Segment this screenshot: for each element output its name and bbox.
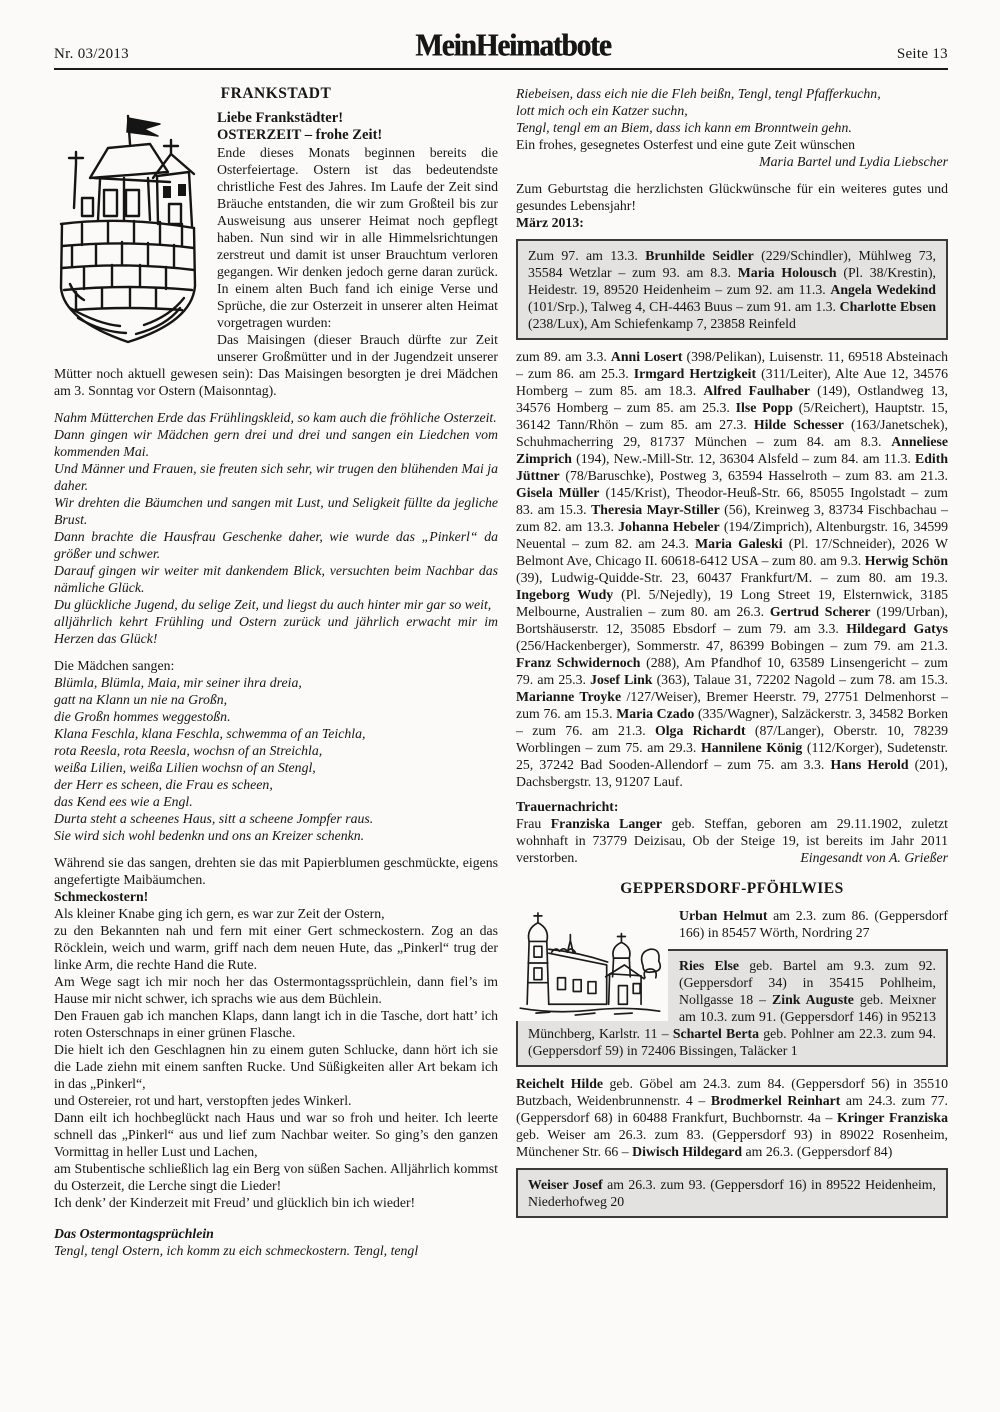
- section-title-frankstadt: FRANKSTADT: [220, 85, 332, 102]
- geppersdorf-paragraph: Reichelt Hilde geb. Göbel am 24.3. zum 84. (Geppersdorf 56) in 35510 Butzbach, Weidenbrunnenstr. 4 – Brodmerkel Reinhart am 24.3. zum 77. (Geppersdorf 68) in 60488 Frankfurt, Buchbornstr. 4a – Kringer Franziska geb. Weiser am 26.3. zum 83. (Geppersdorf 93) in 89022 Rosenheim, Münchener Str. 66 – Diwisch Hildegard am 26.3. (Geppersdorf 84): [516, 1076, 949, 1159]
- left-column: [54, 85, 498, 1259]
- page-header: [54, 30, 948, 70]
- schmeckostern-title: Schmeckostern!: [54, 889, 149, 904]
- page-number: Seite 13: [896, 46, 948, 62]
- maisingen-paragraph: Das Maisingen (dieser Brauch dürfte zur Zeit unserer Großmütter und in der Jugendzeit unserer Mütter noch aktuell gewesen sein): Das Maisingen besorgten je drei Mädchen am 3. Sonntag vor Ostern (Maisonntag).: [54, 332, 498, 398]
- spring-poem: Nahm Mütterchen Erde das Frühlingskleid, so kam auch die fröhliche Osterzeit. Dann gingen wir Mädchen gern drei und drei und sangen ein Liedchen vom kommenden Mai. Und Männer und Frauen, sie freuten sich sehr, wir trugen den blühenden Mai ja daher. Wir drehten die Bäumchen und sangen mit Lust, und Seligkeit füllte da jegliche Brust. Dann brachte die Hausfrau Geschenke daher, wie wurde das „Pinkerl“ da größer und schwer. Darauf gingen wir weiter mit dankendem Blick, versuchten beim Nachbar das nämliche Glück. Du glückliche Jugend, du selige Zeit, und liegst du auch hinter mir gar so weit, alljährlich kehrt Frühling und Ostern zurück und jährlich erwacht mir im Herzen das Glück!: [54, 410, 498, 646]
- birthday-list: zum 89. am 3.3. Anni Losert (398/Pelikan), Luisenstr. 11, 69518 Absteinach – zum 86. am 25.3. Irmgard Hertzigkeit (311/Leiter), Alte Aue 12, 34576 Homberg – zum 85. am 18.3. Alfred Faulhaber (149), Ostlandweg 13, 34576 Homberg – zum 85. am 25.3. Ilse Popp (5/Reichert), Hauptstr. 15, 36142 Tann/Rhön – zum 85. am 27.3. Hilde Schesser (163/Janetschek), Schuhmacherring 29, 81737 München – zum 84. am 8.3. Anneliese Zimprich (194), New.-Mill-Str. 12, 36304 Alsfeld – zum 84. am 11.3. Edith Jüttner (78/Baruschke), Postweg 3, 63594 Hasselroth – zum 83. am 21.3. Gisela Müller (145/Krist), Theodor-Heuß-Str. 66, 85055 Ingolstadt – zum 83. am 15.3. Theresia Mayr-Stiller (56), Kreinweg 3, 83734 Fischbachau – zum 82. am 13.3. Johanna Hebeler (194/Zimprich), Altenburgstr. 16, 34599 Neuental – zum 82. am 24.3. Maria Galeski (Pl. 17/Schneider), 2026 W Belmont Ave, Chicago II. 60618-6412 USA – zum 80. am 9.3. Herwig Schön (39), Ludwig-Quidde-Str. 23, 60437 Frankfurt/M. – zum 80. am 19.3. Ingeborg Wudy (Pl. 5/Nejedly), 19 Long Street 19, Elsternwick, 3185 Melbourne, Australien – zum 80. am 26.3. Gertrud Scherer (199/Urban), Bortshäuserstr. 12, 35085 Ebsdorf – zum 79. am 3.3. Hildegard Gatys (256/Hackenberger), Sommerstr. 47, 86399 Bobingen – zum 79. am 21.3. Franz Schwidernoch (288), Am Pfandhof 10, 63589 Linsengericht – zum 79. am 25.3. Josef Link (363), Talaue 31, 72202 Nagold – zum 78. am 15.3. Marianne Troyke /127/Weiser), Bremer Heerstr. 79, 27751 Delmenhorst – zum 76. am 15.3. Maria Czado (335/Wagner), Salzäckerstr. 3, 34582 Borken – zum 76. am 21.3. Olga Richardt (87/Langer), Oberstr. 10, 78239 Worblingen – zum 75. am 29.3. Hannilene König (112/Korger), Sudetenstr. 25, 37242 Bad Sooden-Allendorf – zum 75. am 3.3. Hans Herold (201), Dachsbergstr. 13, 91207 Lauf.: [516, 349, 949, 789]
- geppersdorf-box-1: Ries Else geb. Bartel am 9.3. zum 92. (Geppersdorf 34) in 35415 Pohlheim, Nollgasse 18 – Zink Auguste geb. Meixner am 10.3. zum 91. (Geppersdorf 146) in 95213 Münchberg, Karlstr. 11 – Schartel Berta geb. Pohlner am 22.3. zum 94. (Geppersdorf 59) in 72406 Bissingen, Taläcker 1: [516, 949, 948, 1067]
- wish-signature: Maria Bartel und Lydia Liebscher: [759, 154, 948, 169]
- easter-wish: Ein frohes, gesegnetes Osterfest und eine gute Zeit wünschen: [516, 137, 856, 152]
- dialect-poem: Blümla, Blümla, Maia, mir seiner ihra dreia, gatt na Klann un nie na Großn, die Großn hommes weggestoßn. Klana Feschla, klana Feschla, schwemma of an Teichla, rota Reesla, rota Reesla, wochsn of an Streichla, weißa Lilien, weißa Lilien wochsn of an Stengl, der Herr es scheen, die Frau es scheen, das Kend ees wie a Engl. Durta steht a scheenes Haus, sitt a scheene Jompfer raus. Sie wird sich wohl bedenkn und ons an Kreizer schenkn.: [54, 675, 374, 843]
- obituary-title: Trauernachricht:: [516, 799, 619, 814]
- geppersdorf-section: [516, 907, 948, 1218]
- masthead-title: MeinHeimatbote: [415, 28, 611, 64]
- maibaum-note: Während sie das sangen, drehten sie das mit Papierblumen geschmückte, eigens angefertigte Maibäumchen.: [54, 855, 498, 887]
- birthday-month-label: März 2013:: [516, 215, 584, 230]
- birthday-intro: Zum Geburtstag die herzlichsten Glückwünsche für ein weiteres gutes und gesundes Lebensjahr!: [516, 181, 948, 213]
- geppersdorf-urban-entry: Urban Helmut am 2.3. zum 86. (Geppersdorf 166) in 85457 Wörth, Nordring 27: [679, 908, 948, 940]
- castle-crest-illustration: [54, 112, 204, 350]
- obituary-signature: Eingesandt von A. Grießer: [800, 850, 948, 865]
- obituary-text: Frau Franziska Langer geb. Steffan, geboren am 29.11.1902, zuletzt wohnhaft in 73779 Deizisau, Ob der Steige 19, ist bereits im Jahr 2011 verstorben.: [516, 816, 948, 865]
- two-column-layout: [54, 85, 948, 1259]
- right-column: [516, 85, 948, 1259]
- greeting-line: Liebe Frankstädter!: [217, 110, 344, 126]
- issue-number: Nr. 03/2013: [54, 46, 129, 62]
- headline-osterzeit: OSTERZEIT – frohe Zeit!: [217, 127, 383, 143]
- section-title-geppersdorf: GEPPERSDORF-PFÖHLWIES: [620, 880, 844, 897]
- spruechlein-first-line: Tengl, tengl Ostern, ich komm zu eich schmeckostern. Tengl, tengl: [54, 1243, 419, 1258]
- intro-paragraph: Ende dieses Monats beginnen bereits die Osterfeiertage. Ostern ist das bedeutendste christliche Fest des Jahres. Im Laufe der Zeit sind Bräuche entstanden, die wir zum Großteil bis zur Ausweisung aus unserer Heimat noch gepflegt haben. Nun sind wir in alle Himmelsrichtungen zerstreut und damit ist unser Brauchtum verloren gegangen. Wir denken jedoch gerne daran zurück. In einem alten Buch fand ich einige Verse und Sprüche, die zur Osterzeit in unserer alten Heimat vorgetragen wurden:: [217, 145, 498, 330]
- spruechlein-title: Das Ostermontagsprüchlein: [54, 1226, 214, 1241]
- church-illustration: [516, 907, 668, 1021]
- maedchen-label: Die Mädchen sangen:: [54, 658, 175, 673]
- schmeckostern-verse: Als kleiner Knabe ging ich gern, es war zur Zeit der Ostern, zu den Bekannten nah und fern mit einer Gert schmeckostern. Zog an das Röcklein, weich und warm, griff nach dem neuen Hute, das „Pinkerl“ trug der linke Arm, die rechte Hand die Rute. Am Wege sagt ich mir noch her das Ostermontagssprüchlein, dann fiel’s im Hause mir nicht schwer, ich sprachs wie aus dem Büchlein. Den Frauen gab ich manchen Klaps, dann langt ich in die Tasche, dort hatt’ ich roten Osterschnaps in einer grünen Flasche. Die hielt ich den Geschlagnen hin zu einem guten Schlucke, dann hört ich sie die Lade ziehn mit einem sanften Rucke. Und Süßigkeiten aller Art bekam ich in das „Pinkerl“, und Ostereier, rot und hart, verstopften jedes Winkerl. Dann eilt ich hochbeglückt nach Haus und war so froh und heiter. Ich leerte schnell das „Pinkerl“ aus und lief zum Nachbar weiter. So ging’s den ganzen Vormittag in heller Lust und Lachen, am Stubentische schließlich lag ein Berg von süßen Sachen. Alljährlich kommst du Osterzeit, die Lerche singt die Lieder! Ich denk’ der Kinderzeit mit Freud’ und glücklich bin ich wieder!: [54, 906, 498, 1210]
- spruechlein-continuation: Riebeisen, dass eich nie die Fleh beißn, Tengl, tengl Pfafferkuchn, lott mich och ein Katzer suchn, Tengl, tengl em an Biem, dass ich kann em Bronntwein gehn.: [516, 86, 881, 135]
- birthday-highlight-box: Zum 97. am 13.3. Brunhilde Seidler (229/Schindler), Mühlweg 73, 35584 Wetzlar – zum 93. am 8.3. Maria Holousch (Pl. 38/Krestin), Heidestr. 19, 89520 Heidenheim – zum 92. am 11.3. Angela Wedekind (101/Srp.), Talweg 4, CH-4463 Buus – zum 91. am 1.3. Charlotte Ebsen (238/Lux), Am Schiefenkamp 7, 23858 Reinfeld: [516, 239, 948, 340]
- geppersdorf-box-2: Weiser Josef am 26.3. zum 93. (Geppersdorf 16) in 89522 Heidenheim, Niederhofweg 20: [516, 1168, 948, 1218]
